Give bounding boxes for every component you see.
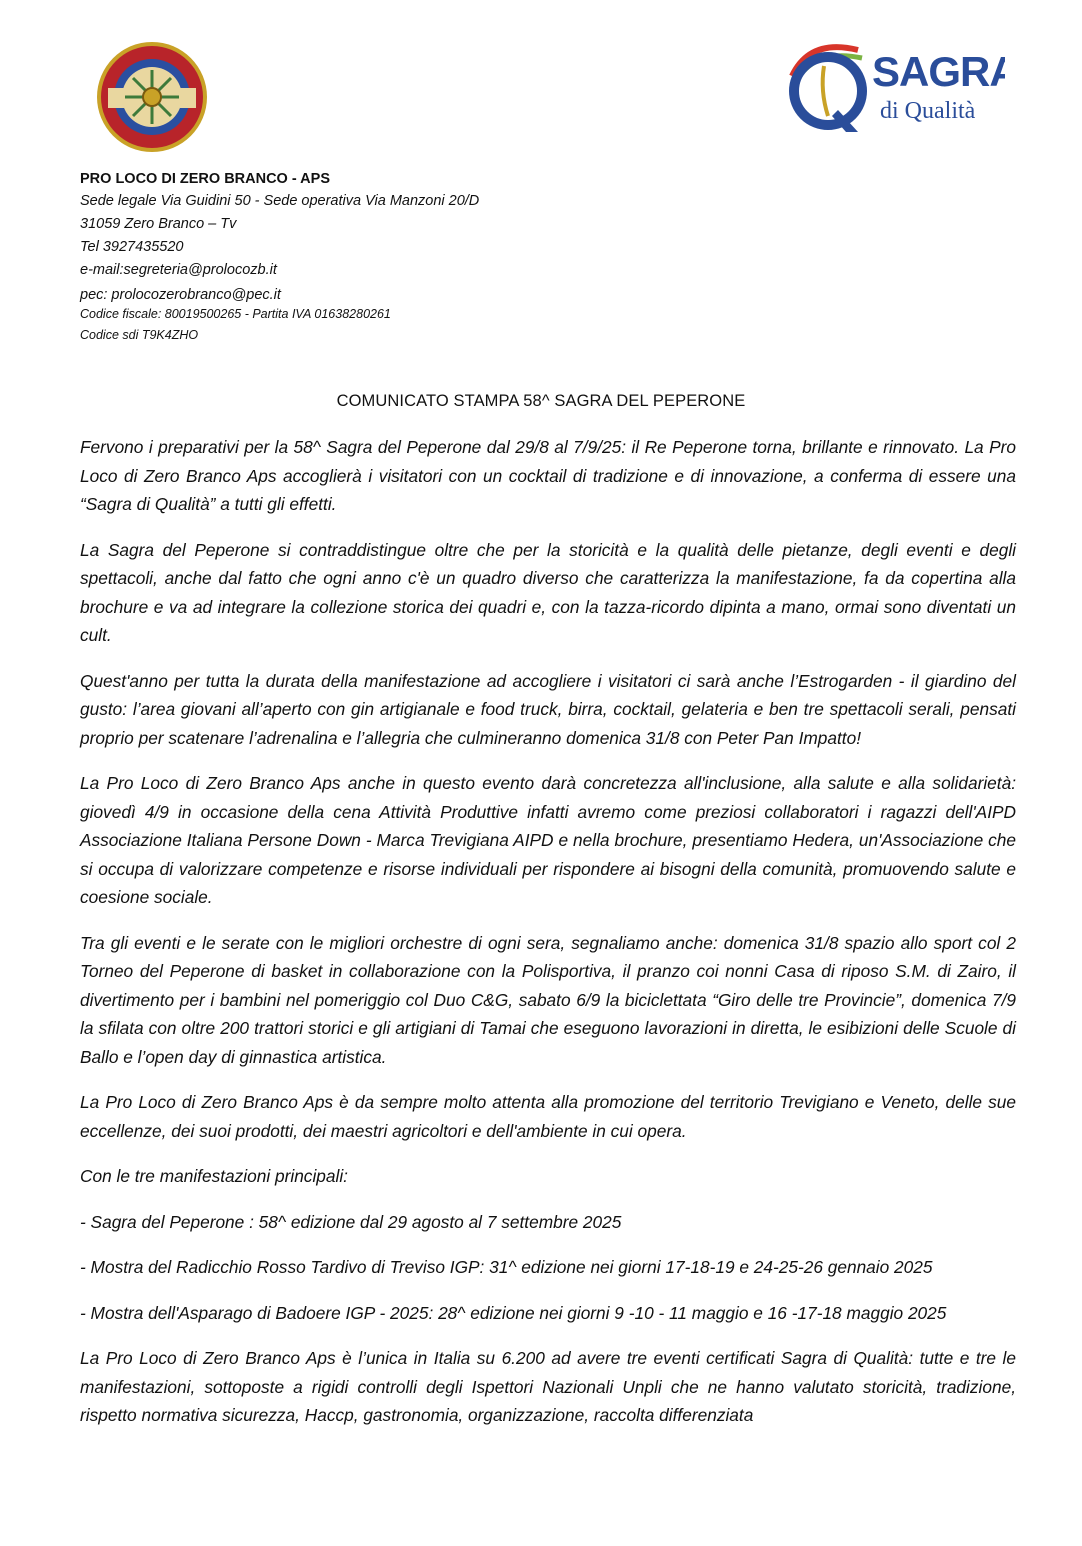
body-paragraph: La Pro Loco di Zero Branco Aps è l’unica in Italia su 6.200 ad avere tre eventi certificati Sagra di Qualità: tutte e tre le manifestazioni, sottoposte a rigidi controlli degli Ispettori Nazionali Unpli che ne hanno valutato storicità, tradizione, rispetto normativa sicurezza, Haccp, gastronomia, organizzazione, raccolta differenziata (80, 1348, 1016, 1425)
event-list-item: - Sagra del Peperone : 58^ edizione dal 29 agosto al 7 settembre 2025 (80, 1211, 622, 1232)
event-list-item: - Mostra dell'Asparago di Badoere IGP - 2025: 28^ edizione nei giorni 9 -10 - 11 maggio e 16 -17-18 maggio 2025 (80, 1302, 947, 1323)
press-release-body (80, 433, 1016, 1447)
pec-line: pec: prolocozerobranco@pec.it (80, 287, 281, 303)
sagra-di-qualita-logo-icon (780, 36, 1005, 136)
body-paragraph: La Pro Loco di Zero Branco Aps è da sempre molto attenta alla promozione del territorio Trevigiano e Veneto, delle sue eccellenze, dei suoi prodotti, dei maestri agricoltori e dell'ambiente in cui opera. (80, 1092, 1016, 1141)
sagra-di-qualita-logo (780, 36, 1005, 136)
city-line: 31059 Zero Branco – Tv (80, 216, 237, 232)
body-paragraph: La Sagra del Peperone si contraddistingue oltre che per la storicità e la qualità delle pietanze, degli eventi e degli spettacoli, anche dal fatto che ogni anno c'è un quadro diverso che caratterizza la manifestazione, fa da copertina alla brochure e va ad integrare la collezione storica dei quadri e, con la tazza-ricordo dipinta a mano, ormai sono diventati un cult. (80, 539, 1016, 645)
body-paragraph: Quest'anno per tutta la durata della manifestazione ad accogliere i visitatori ci sarà anche l’Estrogarden - il giardino del gusto: l’area giovani all’aperto con gin artigianale e food truck, birra, cocktail, gelateria e ben tre spettacoli serali, pensati proprio per scatenare l’adrenalina e l’allegria che culmineranno domenica 31/8 con Peter Pan Impatto! (80, 670, 1016, 748)
address-line: Sede legale Via Guidini 50 - Sede operativa Via Manzoni 20/D (80, 193, 480, 209)
events-intro: Con le tre manifestazioni principali: (80, 1166, 348, 1186)
svg-text:SAGRA: SAGRA (872, 48, 1005, 95)
pro-loco-seal-icon (95, 40, 209, 154)
sdi-code-line: Codice sdi T9K4ZHO (80, 328, 199, 342)
body-paragraph: Tra gli eventi e le serate con le migliori orchestre di ogni sera, segnaliamo anche: domenica 31/8 spazio allo sport col 2 Torneo del Peperone di basket in collaborazione con la Polisportiva, il pranzo coi nonni Casa di riposo S.M. di Zairo, il divertimento per i bambini nel pomeriggio col Duo C&G, sabato 6/9 la biciclettata “Giro delle tre Provincie”, domenica 7/9 la sfilata con oltre 200 trattori storici e gli artigiani di Tamai che eseguono lavorazioni in diretta, le esibizioni delle Scuole di Ballo e l’open day di ginnastica artistica. (80, 932, 1016, 1067)
phone-line: Tel 3927435520 (80, 239, 184, 255)
press-release-title: COMUNICATO STAMPA 58^ SAGRA DEL PEPERONE (336, 392, 746, 410)
organization-name: PRO LOCO DI ZERO BRANCO - APS (80, 171, 330, 187)
svg-text:di Qualità: di Qualità (880, 98, 976, 124)
email-line: e-mail:segreteria@prolocozb.it (80, 262, 277, 278)
event-list-item: - Mostra del Radicchio Rosso Tardivo di Treviso IGP: 31^ edizione nei giorni 17-18-19 e 24-25-26 gennaio 2025 (80, 1257, 933, 1277)
body-paragraph: La Pro Loco di Zero Branco Aps anche in questo evento darà concretezza all'inclusione, alla salute e alla solidarietà: giovedì 4/9 in occasione della cena Attività Produttive infatti avremo come preziosi collaboratori i ragazzi dell'AIPD Associazione Italiana Persone Down - Marca Trevigiana AIPD e nella brochure, presentiamo Hedera, un'Associazione che si occupa di valorizzare competenze e risorse individuali per rispondere ai bisogni della comunità, promuovendo salute e coesione sociale. (80, 773, 1016, 907)
body-paragraph: Fervono i preparativi per la 58^ Sagra del Peperone dal 29/8 al 7/9/25: il Re Peperone torna, brillante e rinnovato. La Pro Loco di Zero Branco Aps accoglierà i visitatori con un cocktail di tradizione e di innovazione, a conferma di essere una “Sagra di Qualità” a tutti gli effetti. (80, 437, 1016, 514)
sender-block (80, 168, 680, 346)
fiscal-code-line: Codice fiscale: 80019500265 - Partita IVA 01638280261 (80, 307, 391, 321)
